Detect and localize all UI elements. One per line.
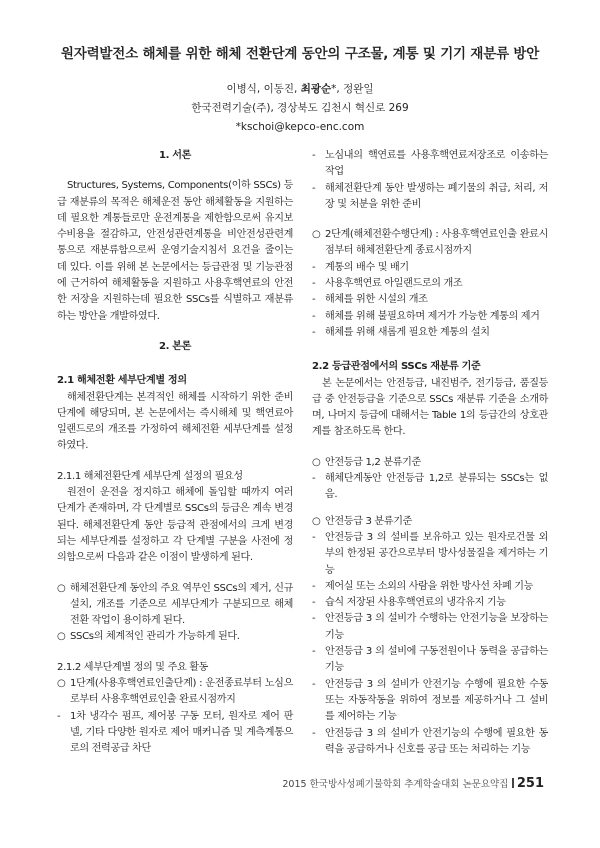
list-marker: - (312, 473, 316, 485)
list-marker: - (312, 261, 316, 273)
list-marker: ○ (312, 515, 321, 527)
section-2-1-paragraph: 해체전환단계는 본격적인 해체를 시작하기 위한 준비단계에 해당되며, 본 논문에서는 즉시해체 및 핵연료아일랜드로의 개조를 가정하여 해체전환 세부단계를 설정하였다. (57, 391, 293, 452)
list-text: 안전등급 3 의 설비에 구동전원이나 동력을 공급하는 기능 (325, 646, 548, 674)
proceedings-title: 2015 한국방사성폐기물학회 추계학술대회 논문요약집 (282, 779, 509, 790)
right-column (312, 148, 548, 758)
list-item (57, 676, 293, 709)
list-marker: ○ (312, 229, 321, 241)
paper-title: 원자력발전소 해체를 위한 해체 전환단계 동안의 구조물, 계통 및 기기 재분류 방안 (60, 46, 540, 62)
list-item (312, 260, 548, 276)
section-2-1-2-heading: 2.1.2 세부단계별 정의 및 주요 활동 (57, 661, 209, 673)
list-item (312, 611, 548, 644)
list-text: 안전등급 3 분류기준 (325, 515, 412, 527)
list-item (57, 629, 293, 645)
list-item (312, 148, 548, 181)
list-text: SSCs의 체계적인 관리가 가능하게 된다. (70, 631, 240, 643)
author-block (0, 80, 600, 137)
list-marker: ○ (57, 678, 66, 690)
list-text: 1단계(사용후핵연료인출단계) : 운전종료부터 노심으로부터 사용후핵연료인출 완료시점까지 (70, 678, 293, 706)
section-2-2-paragraph: 본 논문에서는 안전등급, 내진범주, 전기등급, 품질등급 중 안전등급을 기준으로 SSCs 재분류 기준을 소개하며, 나머지 등급에 대해서는 Table 1의 등급간의 상호관계를 참조하도록 한다. (312, 377, 548, 438)
section-2-2-heading: 2.2 등급관점에서의 SSCs 재분류 기준 (312, 361, 481, 373)
list-text: 해체전환단계 동안 발생하는 폐기물의 취급, 처리, 저장 및 처분을 위한 준비 (325, 182, 548, 210)
list-marker: - (312, 597, 316, 609)
list-marker: - (312, 326, 316, 338)
affiliation: 한국전력기술(주), 경상북도 김천시 혁신로 269 (191, 102, 409, 114)
list-text: 안전등급 3 의 설비가 안전기능의 수행에 필요한 동력을 공급하거나 신호를 공급 또는 처리하는 기능 (325, 727, 548, 755)
list-item (312, 276, 548, 292)
list-item (312, 227, 548, 260)
list-text: 안전등급 1,2 분류기준 (325, 456, 421, 468)
list-marker: ○ (57, 631, 66, 643)
author-list (0, 80, 600, 99)
section-2-1-heading: 2.1 해체전환 세부단계별 정의 (57, 375, 187, 387)
list-marker: ○ (57, 582, 66, 594)
list-item (312, 292, 548, 308)
list-marker: - (57, 710, 61, 722)
section-2-1-1-heading: 2.1.1 해체전환단계 세부단계 설정의 필요성 (57, 470, 243, 482)
list-item (312, 579, 548, 595)
list-marker: ○ (312, 456, 321, 468)
list-marker: - (312, 580, 316, 592)
list-text: 해체를 위해 불필요하며 제거가 가능한 계통의 제거 (325, 310, 540, 322)
list-item (312, 677, 548, 726)
list-text: 2단계(해체전환수행단계) : 사용후핵연료인출 완료시점부터 해체전환단계 종료시점까지 (325, 229, 548, 257)
list-marker: - (312, 678, 316, 690)
list-item (312, 455, 548, 471)
section-2-1-1-paragraph: 원전이 운전을 정지하고 해체에 돌입할 때까지 여러 단계가 존재하며, 각 단계별로 SSCs의 등급은 계속 변경된다. 해체전환단계 동안 등급적 관점에서의 크게 변경되는 세부단계를 설정하고 각 단계별 구분을 사전에 정의함으로써 다음과 같은 이점이 발생하게 된다. (57, 487, 293, 564)
list-item (312, 530, 548, 579)
author-email: *kschoi@kepco-enc.com (235, 121, 365, 133)
list-text: 안전등급 3 의 설비가 안전기능 수행에 필요한 수동 또는 자동작동을 위하여 정보를 제공하거나 그 설비를 제어하는 기능 (325, 678, 548, 723)
list-text: 해체단계동안 안전등급 1,2로 분류되는 SSCs는 없음. (325, 473, 548, 501)
list-text: 계통의 배수 및 배기 (325, 261, 409, 273)
authors-first: 이병식, 이동진, (226, 83, 301, 95)
section-1-heading: 1. 서론 (158, 150, 192, 161)
list-item (312, 325, 548, 341)
list-item (312, 471, 548, 504)
list-item (312, 595, 548, 611)
list-marker: - (312, 613, 316, 625)
list-item (312, 181, 548, 214)
left-column (57, 148, 293, 758)
list-marker: - (312, 310, 316, 322)
list-item (57, 709, 293, 758)
list-text: 사용후핵연료 아일랜드로의 개조 (325, 278, 463, 290)
authors-last: *, 정완일 (331, 83, 374, 95)
list-item (312, 514, 548, 530)
list-text: 해체를 위한 시설의 개조 (325, 294, 428, 306)
list-item (312, 309, 548, 325)
page-number: 251 (516, 776, 544, 791)
list-text: 제어실 또는 소외의 사람을 위한 방사선 차폐 기능 (325, 580, 534, 592)
list-text: 해체전환단계 동안의 주요 역무인 SSCs의 제거, 신규설치, 개조를 기준으로 세부단계가 구분되므로 해체전환 작업이 용이하게 된다. (70, 582, 293, 627)
footer-divider (512, 778, 514, 788)
list-marker: - (312, 294, 316, 306)
list-text: 노심내의 핵연료를 사용후핵연료저장조로 이송하는 작업 (325, 150, 548, 178)
list-text: 안전등급 3 의 설비가 수행하는 안전기능을 보장하는 기능 (325, 613, 548, 641)
page-footer (282, 776, 544, 791)
list-item (312, 726, 548, 759)
list-text: 습식 저장된 사용후핵연료의 냉각유지 기능 (325, 597, 506, 609)
section-2-heading: 2. 본론 (158, 340, 192, 352)
list-marker: - (312, 182, 316, 194)
list-text: 안전등급 3 의 설비를 보유하고 있는 원자로건물 외부의 한정된 공간으로부터 방사성물질을 제거하는 기능 (325, 531, 548, 576)
list-text: 1차 냉각수 펌프, 제어봉 구동 모터, 원자로 제어 판넬, 기타 다양한 원자로 제어 매커니즘 및 계측계통으로의 전력공급 차단 (70, 710, 293, 755)
list-marker: - (312, 150, 316, 161)
list-item (312, 644, 548, 677)
list-text: 해체를 위해 새롭게 필요한 계통의 설치 (325, 326, 490, 338)
list-marker: - (312, 278, 316, 290)
list-item (57, 581, 293, 630)
list-marker: - (312, 727, 316, 739)
section-1-paragraph: Structures, Systems, Components(이하 SSCs) 등급 재분류의 목적은 해체운전 동안 해체활동을 지원하는데 필요한 계통들로만 운전계통을 제한함으로써 유지보수비용을 절감하고, 안전성관련계통을 비안전성관련계통으로 재분류함으로써 운영기술지침서 요건을 줄이는데 있다. 이를 위해 본 논문에서는 등급관점 및 기능관점에 근거하여 해체활동을 지원하고 사용후핵연료의 안전한 저장을 지원하는데 필요한 SSCs를 식별하고 재분류하는 방안을 개발하였다. (57, 180, 293, 322)
corresponding-author: 최광순 (300, 83, 332, 95)
list-marker: - (312, 646, 316, 658)
list-marker: - (312, 531, 316, 543)
